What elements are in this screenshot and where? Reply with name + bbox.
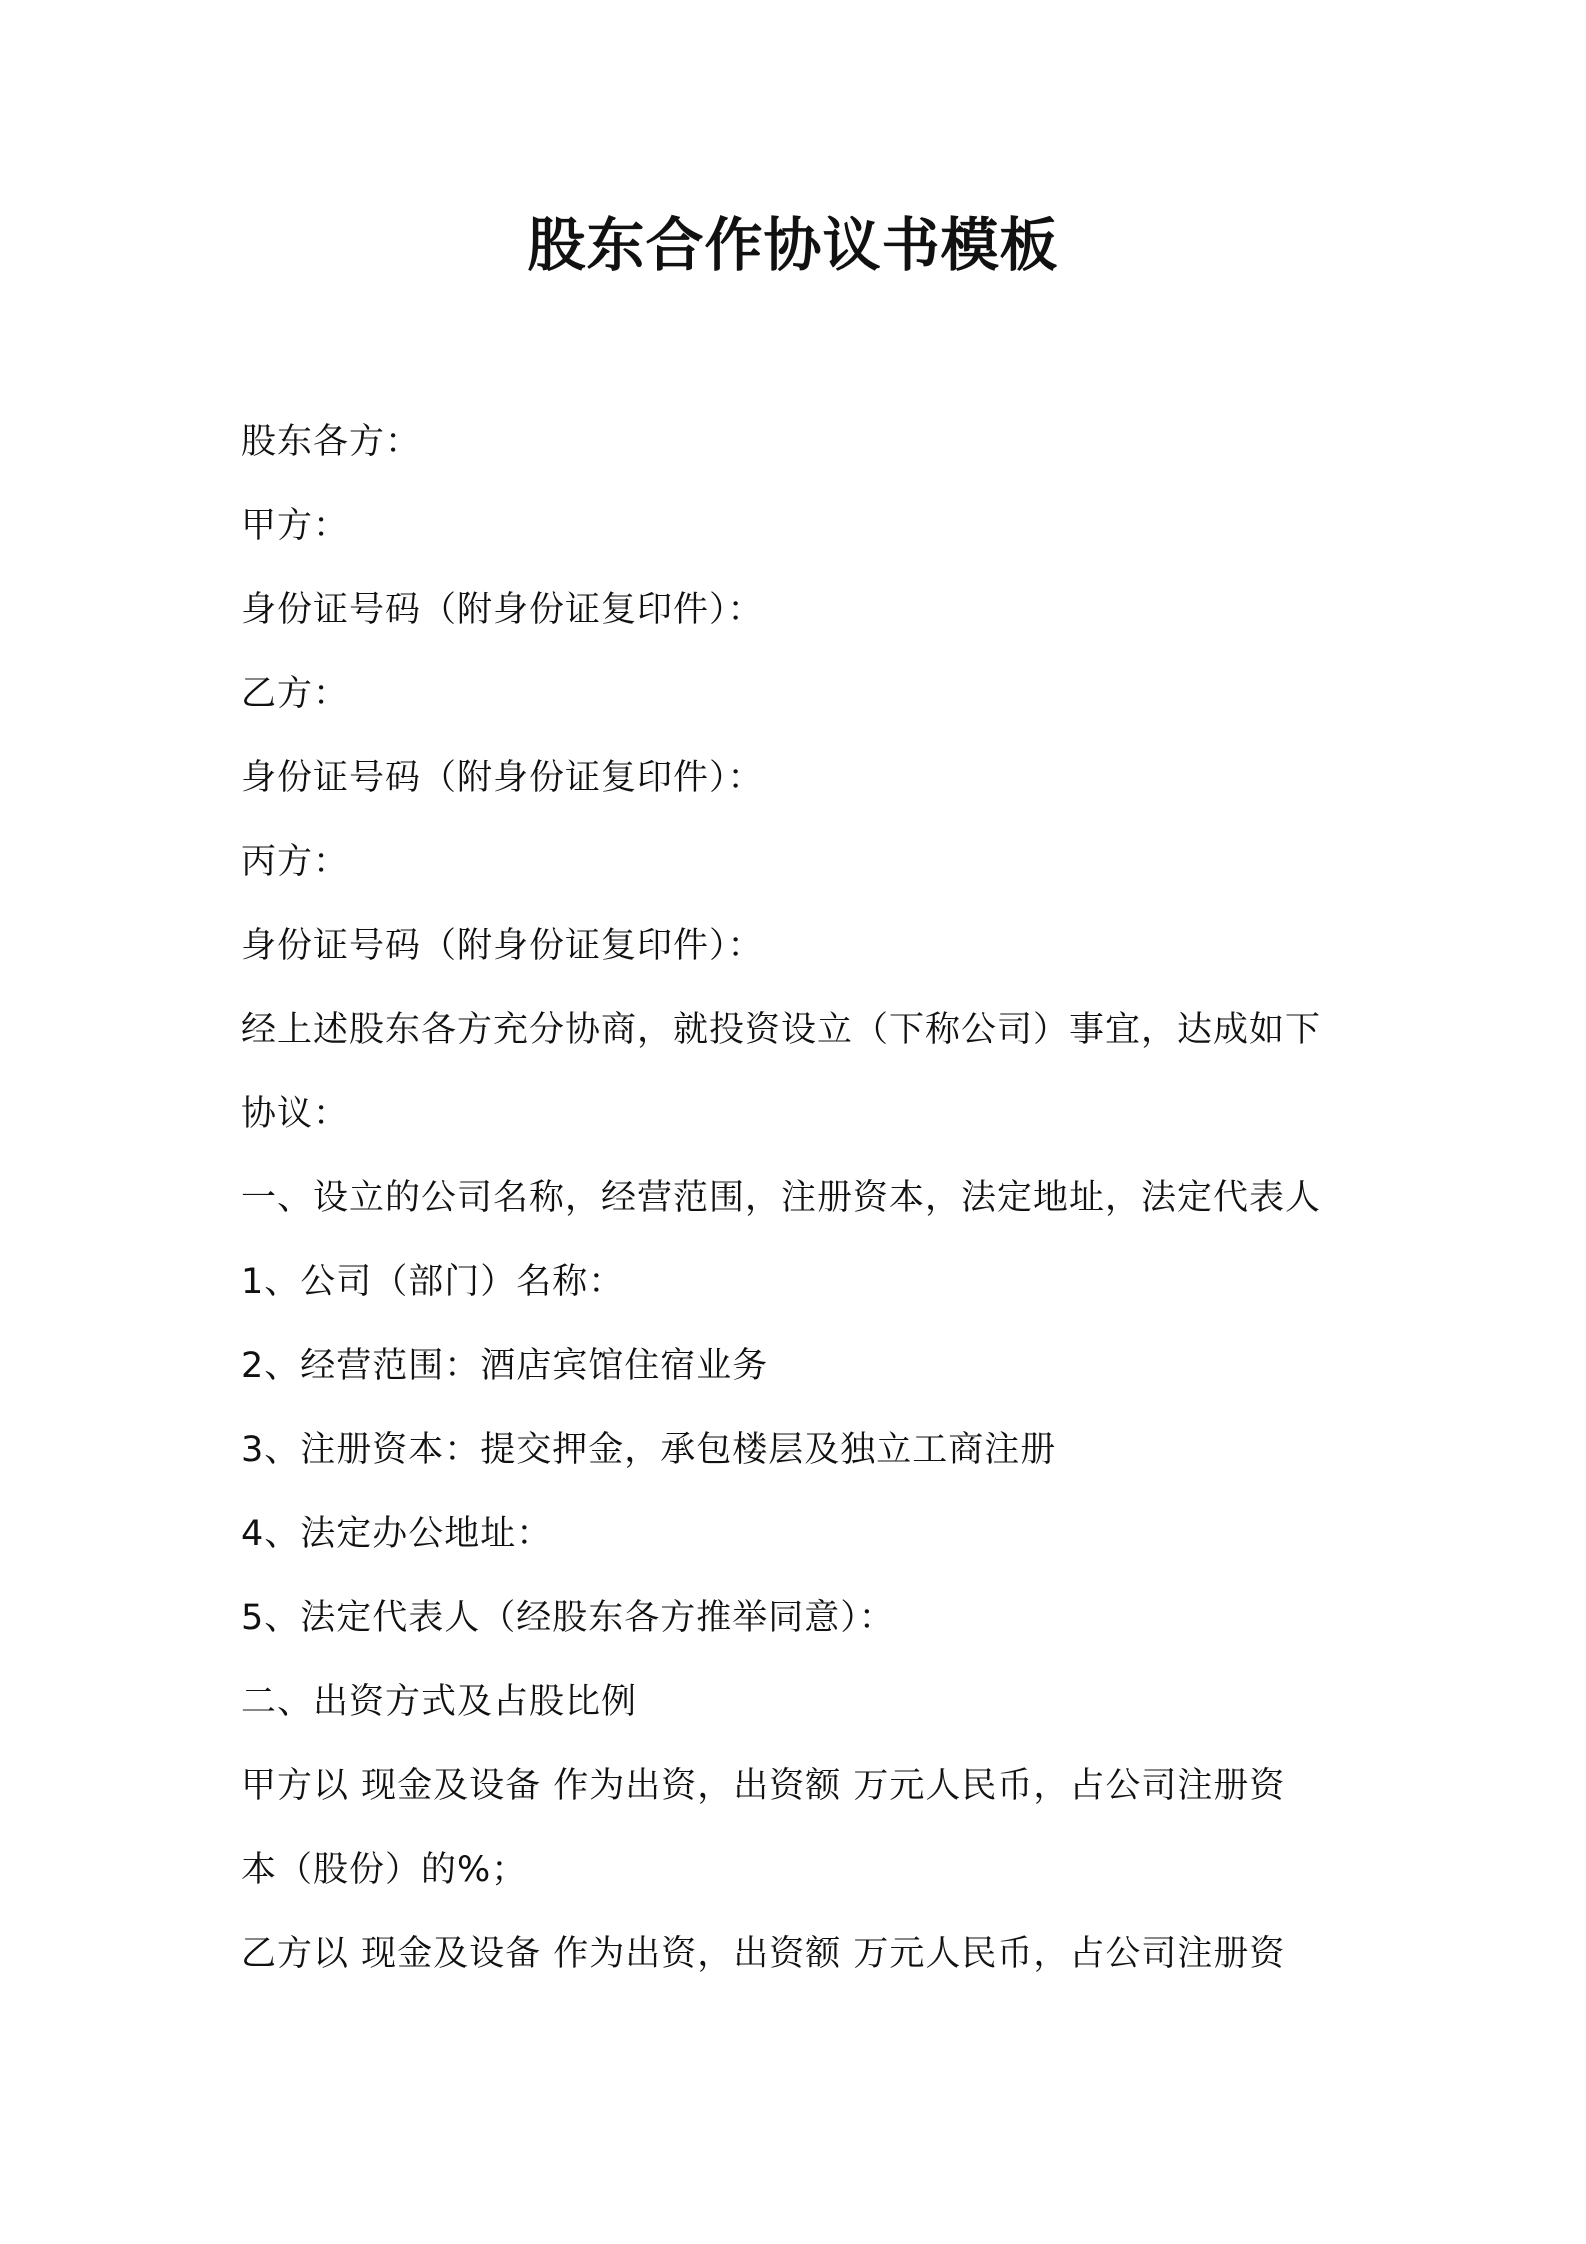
party-a-label: 甲方：: [241, 506, 350, 546]
agreement-intro: 经上述股东各方充分协商，就投资设立（下称公司）事宜，达成如下: [241, 1010, 1322, 1050]
office-address-item: 4、法定办公地址：: [241, 1514, 553, 1554]
section-two-heading: 二、出资方式及占股比例: [241, 1682, 638, 1722]
company-name-item: 1、公司（部门）名称：: [241, 1262, 625, 1302]
party-c-id: 身份证号码（附身份证复印件）：: [241, 926, 764, 966]
party-a-contribution-continued: 本（股份）的%；: [241, 1850, 528, 1890]
document-body: [241, 400, 1361, 1996]
party-a-contribution: 甲方以 现金及设备 作为出资，出资额 万元人民币，占公司注册资: [241, 1766, 1286, 1806]
party-b-contribution: 乙方以 现金及设备 作为出资，出资额 万元人民币，占公司注册资: [241, 1934, 1286, 1974]
party-header: 股东各方：: [241, 422, 422, 462]
business-scope-item: 2、经营范围：酒店宾馆住宿业务: [241, 1346, 769, 1386]
party-b-id: 身份证号码（附身份证复印件）：: [241, 758, 764, 798]
party-c-label: 丙方：: [241, 842, 350, 882]
document-title: 股东合作协议书模板: [527, 211, 1059, 279]
legal-representative-item: 5、法定代表人（经股东各方推举同意）：: [241, 1598, 895, 1638]
agreement-intro-continued: 协议：: [241, 1094, 350, 1134]
party-b-label: 乙方：: [241, 674, 350, 714]
section-one-heading: 一、设立的公司名称，经营范围，注册资本，法定地址，法定代表人: [241, 1178, 1322, 1218]
registered-capital-item: 3、注册资本：提交押金，承包楼层及独立工商注册: [241, 1430, 1057, 1470]
party-a-id: 身份证号码（附身份证复印件）：: [241, 590, 764, 630]
